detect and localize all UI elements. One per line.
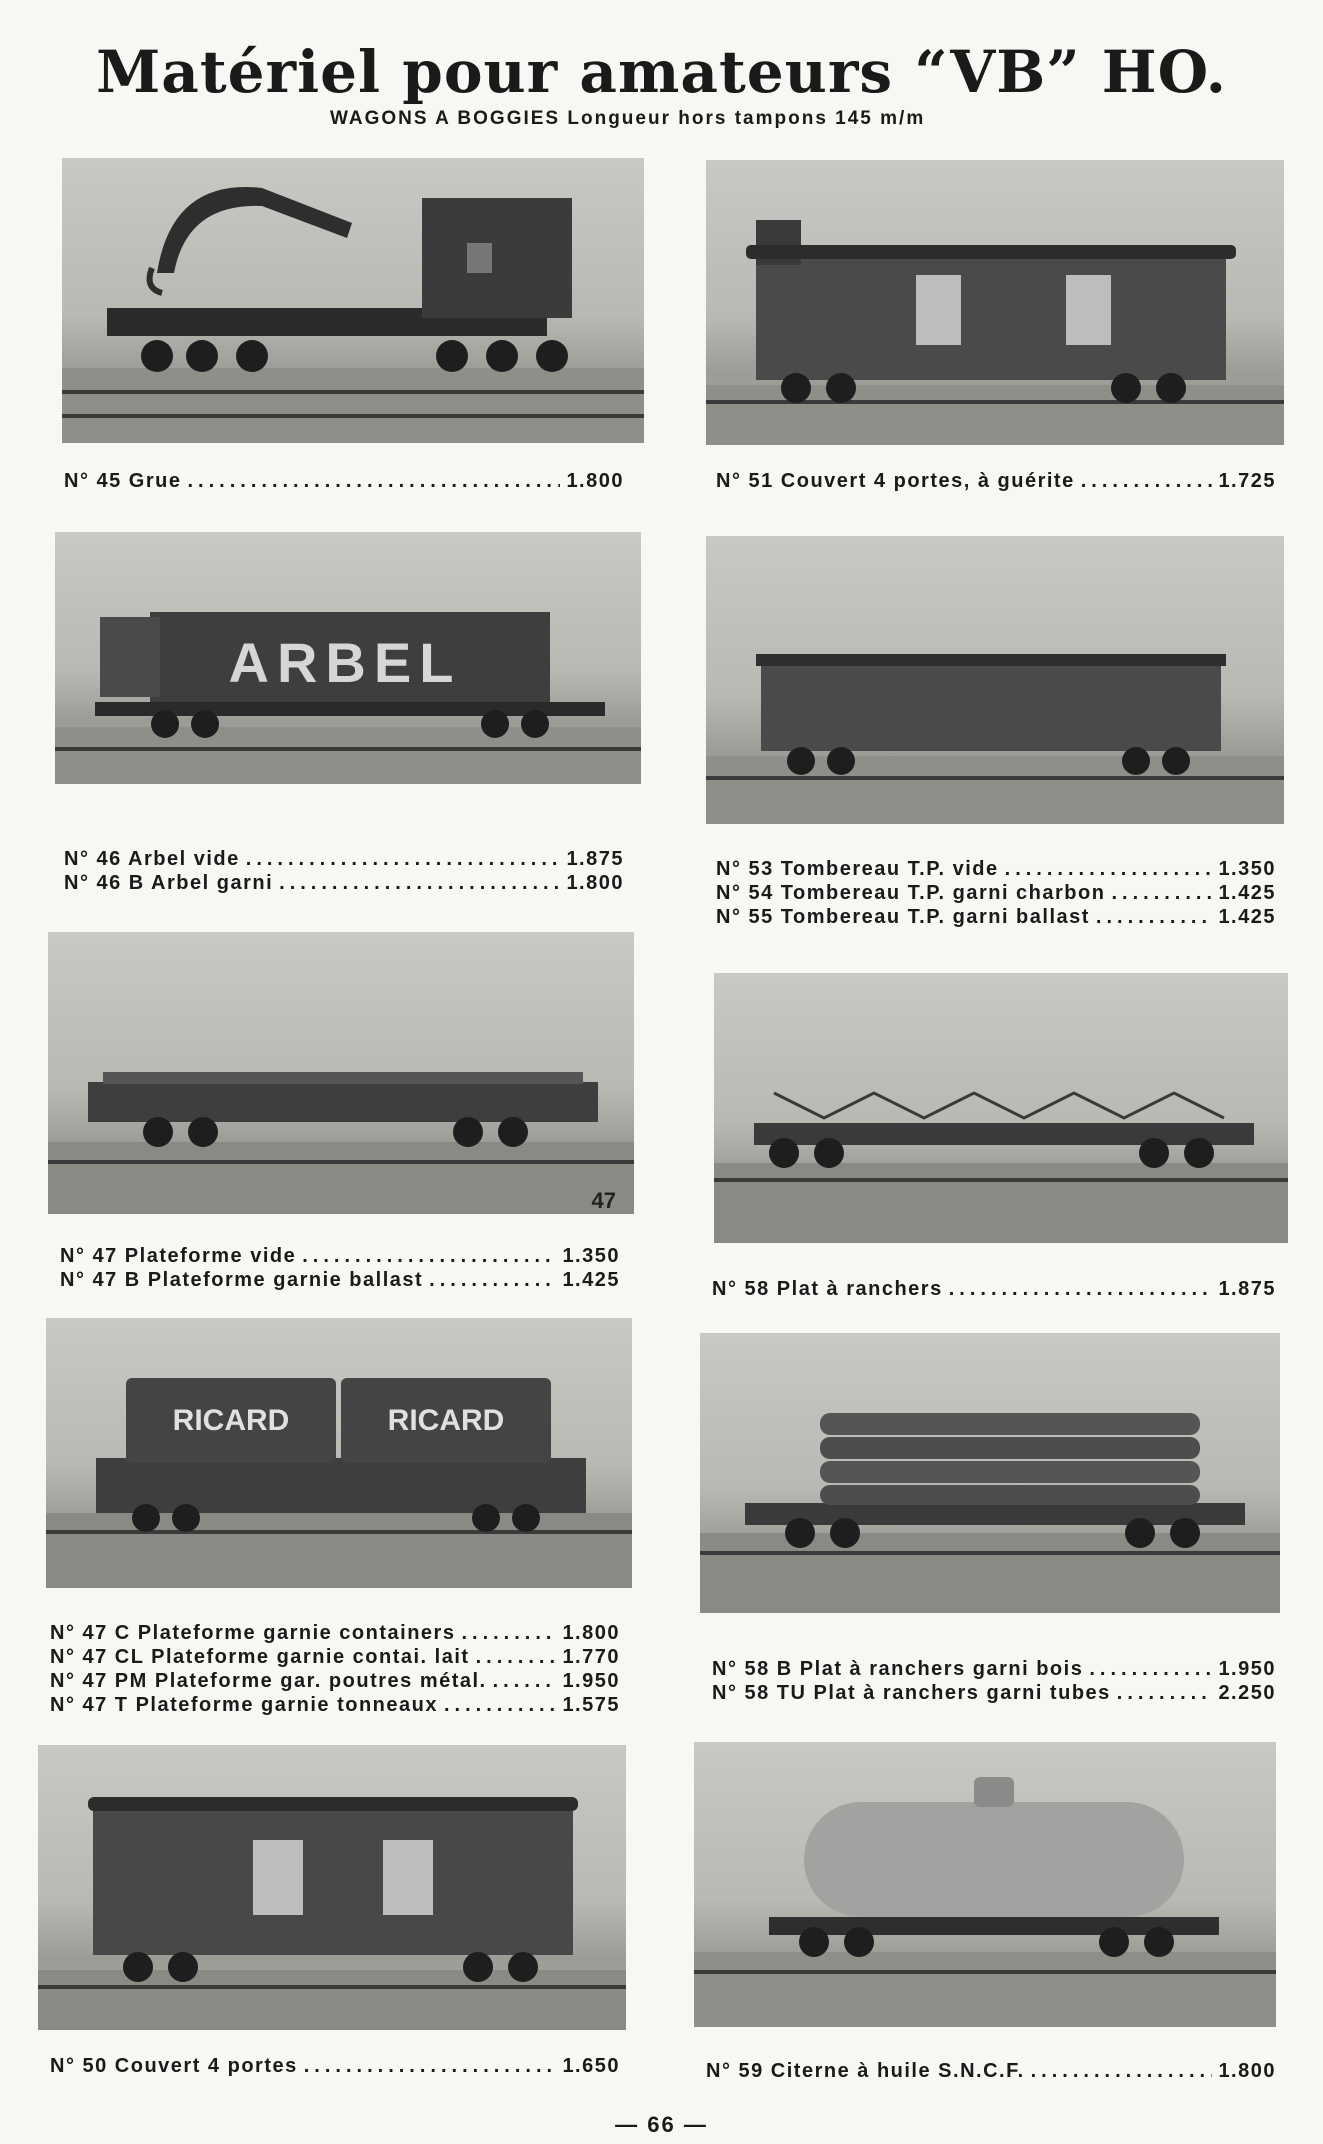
caption-arbel: [64, 848, 624, 896]
photo-log-wagon: [700, 1333, 1280, 1613]
log-wagon-image: [700, 1333, 1280, 1613]
photo-number-label: 47: [591, 1188, 616, 1213]
page-subtitle: WAGONS A BOGGIES Longueur hors tampons 145 m/m: [330, 108, 926, 129]
caption-plateforme: [60, 1245, 620, 1293]
covered-wagon-image: [38, 1745, 626, 2030]
caption-line: N° 47 T Plateforme garnie tonneaux ..... 1.575: [50, 1694, 620, 1718]
caption-plat-bois: [712, 1658, 1276, 1706]
caption-couvert: [50, 2055, 620, 2079]
photo-flat-wagon: [48, 932, 634, 1214]
caption-plat-ranchers: [712, 1278, 1276, 1302]
caption-couvert-guerite: [716, 470, 1276, 494]
caption-line: N° 58 TU Plat à ranchers garni tubes ..... 2.250: [712, 1682, 1276, 1706]
flat-wagon-image: [48, 932, 634, 1214]
photo-crane-wagon: [62, 158, 644, 443]
caption-line: N° 47 C Plateforme garnie containers ..... 1.800: [50, 1622, 620, 1646]
caption-line: N° 51 Couvert 4 portes, à guérite ..... 1.725: [716, 470, 1276, 494]
photo-tank-wagon: [694, 1742, 1276, 2027]
container-wagon-image: [46, 1318, 632, 1588]
photo-stake-flat: [714, 973, 1288, 1243]
photo-arbel-hopper: [55, 532, 641, 784]
photo-gondola: [706, 536, 1284, 824]
caption-line: N° 47 Plateforme vide ..... 1.350: [60, 1245, 620, 1269]
caption-line: N° 53 Tombereau T.P. vide ..... 1.350: [716, 858, 1276, 882]
container-lettering-right: RICARD: [387, 1404, 505, 1437]
tank-wagon-image: [694, 1742, 1276, 2027]
caption-line: N° 55 Tombereau T.P. garni ballast ..... 1.425: [716, 906, 1276, 930]
photo-covered-wagon: [38, 1745, 626, 2030]
crane-wagon-image: [62, 158, 644, 443]
caption-line: N° 47 PM Plateforme gar. poutres métal. ..... 1.950: [50, 1670, 620, 1694]
caption-line: N° 58 Plat à ranchers ..... 1.875: [712, 1278, 1276, 1302]
page-title: Matériel pour amateurs “VB” HO.: [96, 38, 1227, 106]
arbel-hopper-image: [55, 532, 641, 784]
gondola-image: [706, 536, 1284, 824]
caption-line: N° 46 B Arbel garni ..... 1.800: [64, 872, 624, 896]
photo-container-wagon: [46, 1318, 632, 1588]
caption-line: N° 59 Citerne à huile S.N.C.F. ..... 1.800: [706, 2060, 1276, 2084]
photo-covered-wagon-cabin: [706, 160, 1284, 445]
caption-line: N° 46 Arbel vide ..... 1.875: [64, 848, 624, 872]
caption-line: N° 54 Tombereau T.P. garni charbon ..... 1.425: [716, 882, 1276, 906]
stake-flat-image: [714, 973, 1288, 1243]
caption-tombereau: [716, 858, 1276, 930]
caption-line: N° 50 Couvert 4 portes ..... 1.650: [50, 2055, 620, 2079]
covered-wagon-cabin-image: [706, 160, 1284, 445]
caption-line: N° 58 B Plat à ranchers garni bois ..... 1.950: [712, 1658, 1276, 1682]
caption-line: N° 47 B Plateforme garnie ballast ..... 1.425: [60, 1269, 620, 1293]
arbel-lettering: ARBEL: [228, 631, 462, 694]
caption-citerne: [706, 2060, 1276, 2084]
caption-line: N° 47 CL Plateforme garnie contai. lait ..... 1.770: [50, 1646, 620, 1670]
caption-line: N° 45 Grue ..... 1.800: [64, 470, 624, 494]
container-lettering-left: RICARD: [172, 1404, 290, 1437]
caption-grue: [64, 470, 624, 494]
page-number: — 66 —: [615, 2112, 708, 2137]
caption-plateforme-containers: [50, 1622, 620, 1718]
